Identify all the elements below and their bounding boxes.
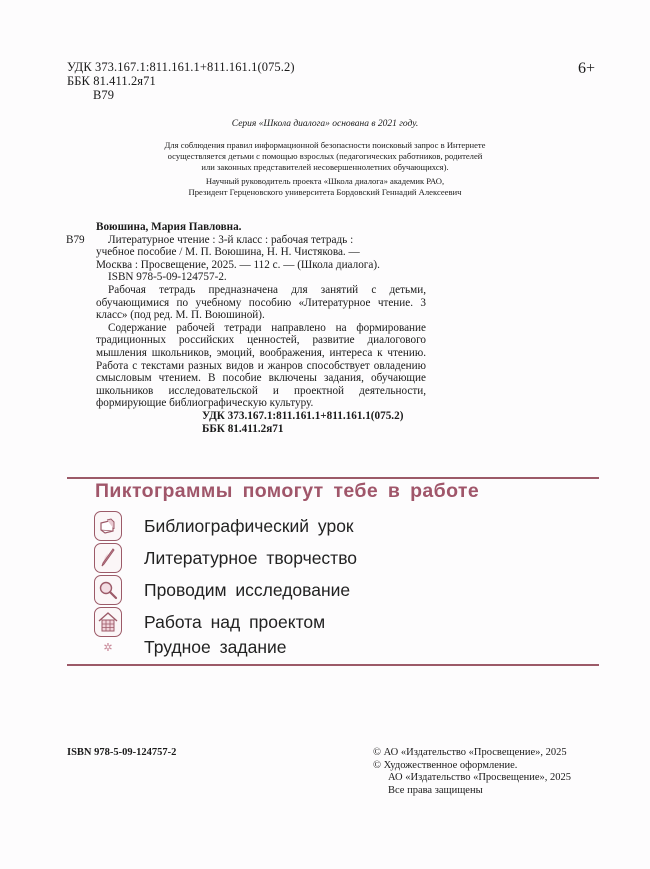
pictogram-label: Литературное творчество [144, 547, 358, 568]
record-author: Воюшина, Мария Павловна. [96, 221, 242, 233]
series-note: Серия «Школа диалога» основана в 2021 году. [231, 119, 419, 129]
divider-bottom [67, 664, 599, 666]
divider-top [67, 477, 599, 479]
asterisk-icon: ✲ [103, 641, 113, 654]
record-description-line: Москва : Просвещение, 2025. — 112 с. — (Школа диалога). [96, 258, 380, 271]
record-description-line: учебное пособие / М. П. Воюшина, Н. Н. Чистякова. — [96, 246, 360, 259]
pen-icon [94, 543, 122, 573]
pictogram-label: Трудное задание [144, 636, 287, 657]
udk-code: УДК 373.167.1:811.161.1+811.161.1(075.2) [67, 60, 295, 74]
pictogram-label: Проводим исследование [144, 579, 351, 600]
record-bbk: ББК 81.411.2я71 [202, 422, 284, 435]
record-description-line: Литературное чтение : 3-й класс : рабочая тетрадь : [108, 233, 354, 246]
magnifier-icon [94, 575, 122, 605]
copyright-line: © Художественное оформление. [373, 759, 518, 771]
pictogram-label: Работа над проектом [144, 611, 326, 632]
bibliographic-record [66, 221, 426, 435]
age-rating: 6+ [578, 60, 596, 77]
safety-note-line: осуществляется детьми с помощью взрослых (педагогических работников, родителей [167, 151, 483, 161]
record-udk: УДК 373.167.1:811.161.1+811.161.1(075.2) [202, 409, 404, 422]
record-abstract-2: Содержание рабочей тетради направлено на формирование традиционных российских ценностей, развитие диалогового мышления школьников, эмоций, воображения, интереса к чтению. Работа с текстами разных видов и жанров способствует овладению смысловым чтением. В пособие включены задания, обучающие школьников исследовательской и проектной деятельности, формирующие библиографическую культуру. [96, 321, 426, 410]
copyright-line: Все права защищены [388, 784, 483, 796]
book-icon [94, 511, 122, 541]
safety-note-line: или законных представителей несовершеннолетних обучающихся). [201, 162, 449, 172]
copyright-line: © АО «Издательство «Просвещение», 2025 [373, 747, 567, 758]
safety-note [0, 140, 650, 173]
pictogram-item-difficult [94, 632, 287, 662]
pictogram-item-research [94, 575, 350, 605]
supervisor-note [0, 176, 650, 198]
author-code: В79 [93, 88, 115, 102]
record-code: В79 [66, 233, 85, 246]
pictogram-item-creative [94, 543, 357, 573]
footer-isbn: ISBN 978-5-09-124757-2 [67, 747, 177, 758]
copyright-line: АО «Издательство «Просвещение», 2025 [388, 772, 572, 783]
record-isbn: ISBN 978-5-09-124757-2. [108, 271, 227, 284]
safety-note-line: Для соблюдения правил информационной безопасности поисковый запрос в Интернете [164, 140, 486, 150]
classification-header [67, 60, 295, 102]
supervisor-note-line: Президент Герценовского университета Бордовский Геннадий Алексеевич [188, 187, 462, 197]
pictogram-item-bibliographic [94, 511, 354, 541]
record-abstract-1: Рабочая тетрадь предназначена для занятий с детьми, обучающимися по учебному пособию «Литературное чтение. 3 класс» (под ред. М. П. Воюшиной). [96, 283, 426, 322]
supervisor-note-line: Научный руководитель проекта «Школа диалога» академик РАО, [205, 176, 445, 186]
pictogram-label: Библиографический урок [144, 515, 354, 536]
pictograms-title: Пиктограммы помогут тебе в работе [95, 480, 480, 502]
bbk-code: ББК 81.411.2я71 [67, 74, 156, 88]
copyright-block [373, 747, 571, 797]
